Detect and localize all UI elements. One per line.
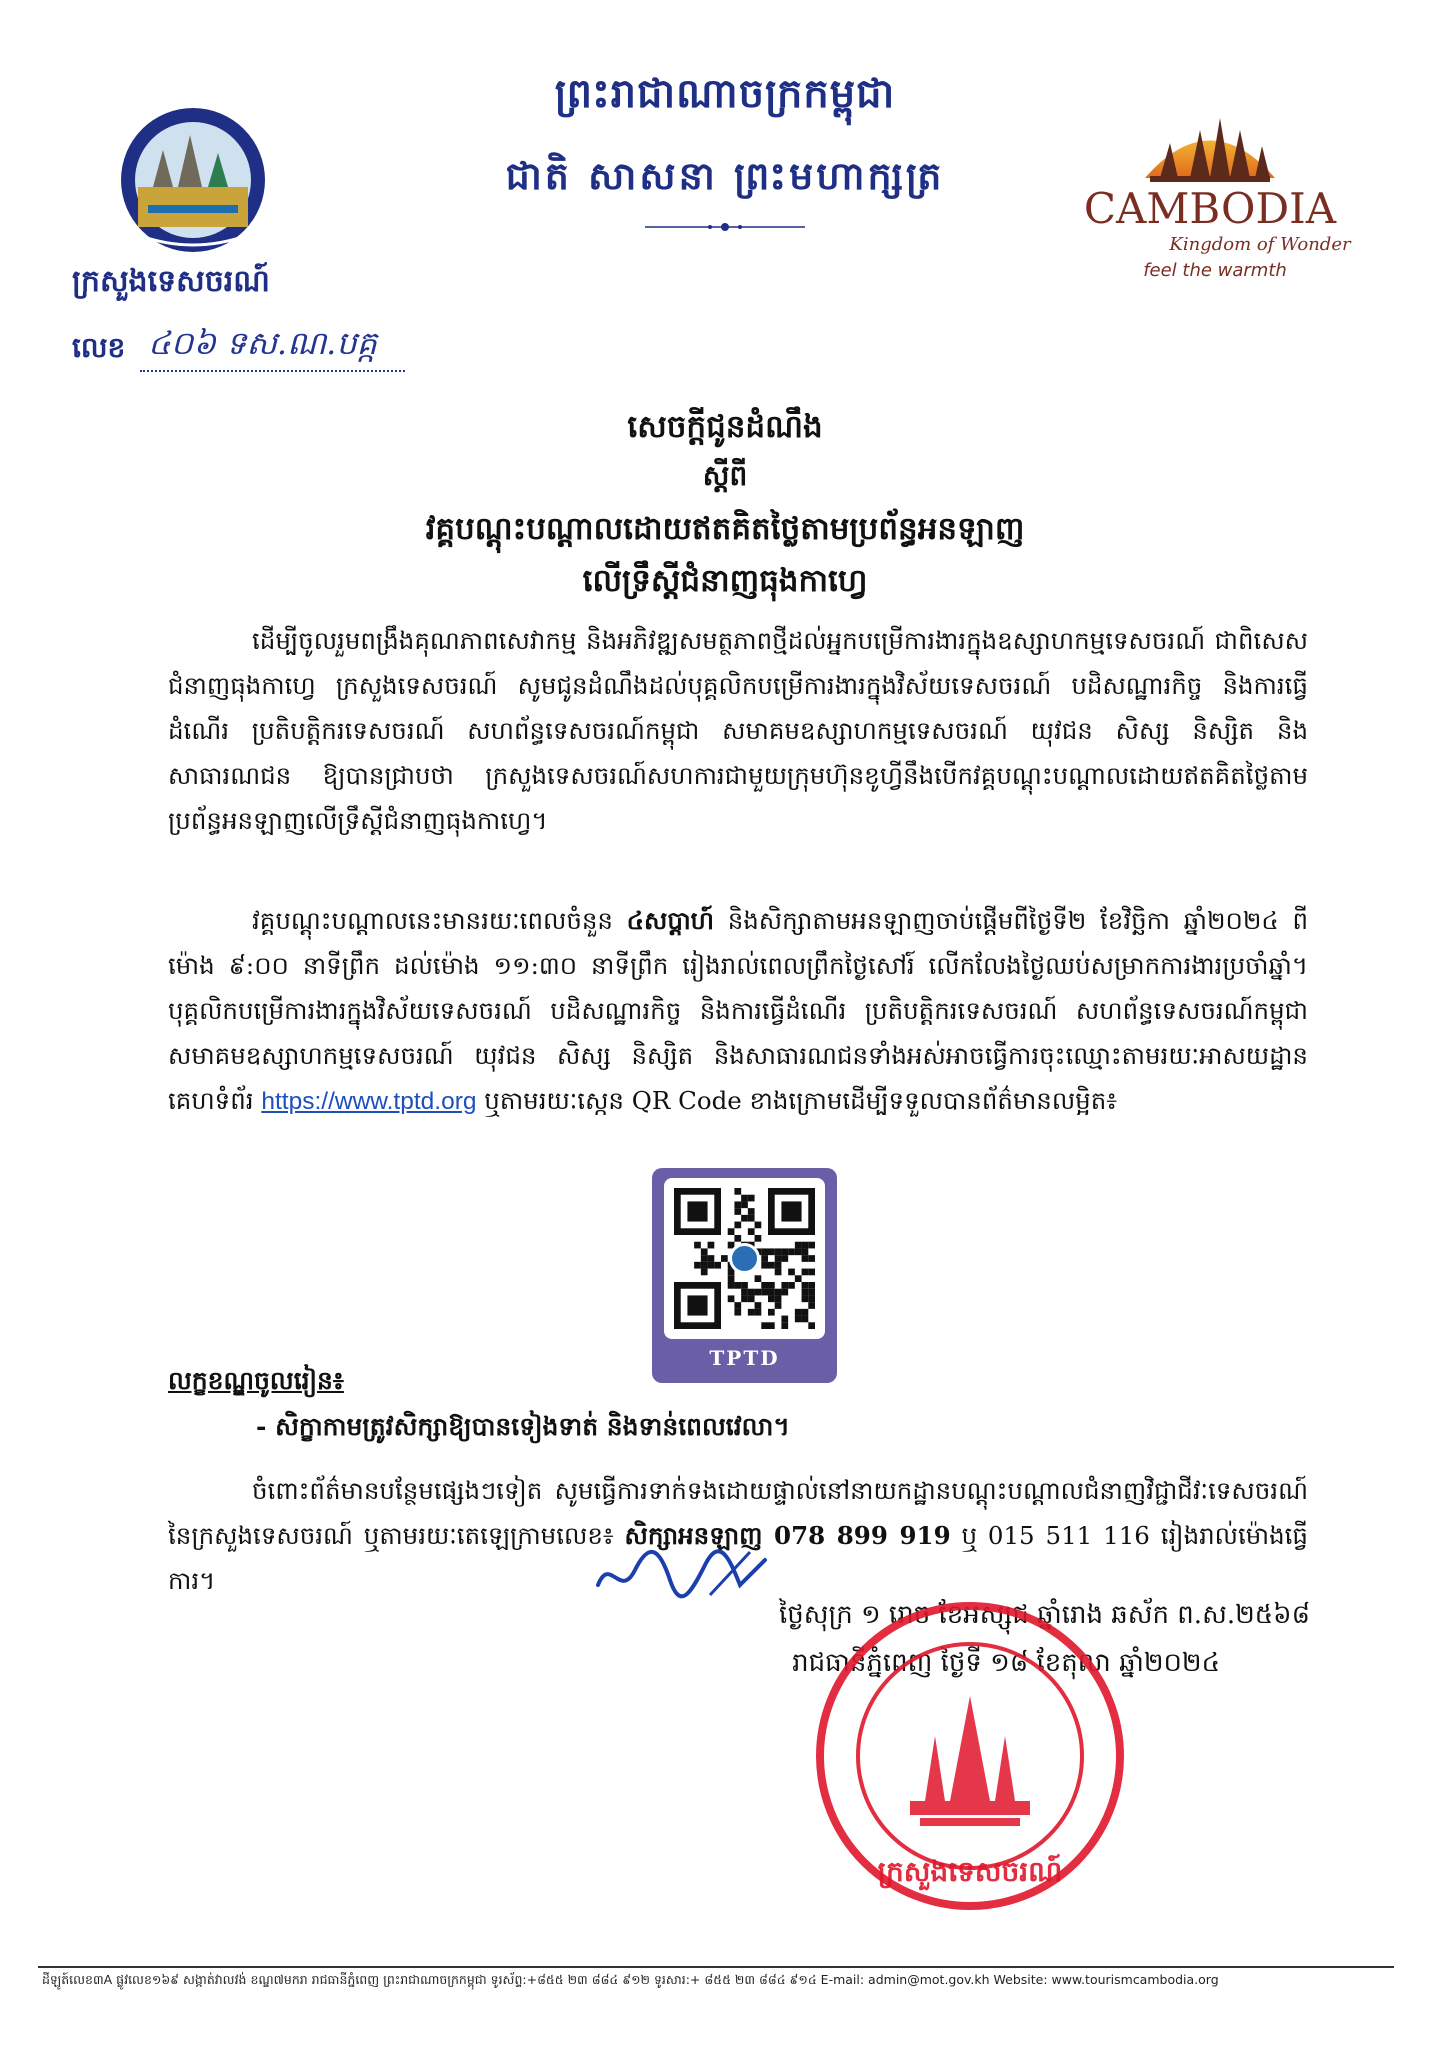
cambodia-brand-logo — [1050, 98, 1370, 288]
reference-dotted-line — [140, 370, 405, 372]
qr-code-label: TPTD — [709, 1346, 780, 1370]
notice-title-about: ស្តីពី — [702, 459, 748, 492]
lunar-date: ថ្ងៃសុក្រ ១ រោច ខែអស្សុជ ឆ្នាំរោង ឆស័ក ព.ស.២៥៦៨ — [778, 1600, 1310, 1630]
schedule-text-a: វគ្គបណ្តុះបណ្តាលនេះមានរយៈពេលចំនួន — [252, 906, 613, 935]
divider-ornament — [645, 220, 805, 234]
solar-date: រាជធានីភ្នំពេញ ថ្ងៃទី ១៨ ខែតុលា ឆ្នាំ២០២៤ — [792, 1648, 1220, 1678]
official-red-seal — [810, 1596, 1130, 1916]
paragraph-intro — [168, 618, 1308, 843]
notice-subject-line-1: វគ្គបណ្តុះបណ្តាលដោយឥតគិតថ្លៃតាមប្រព័ន្ធអនឡាញ — [425, 511, 1025, 547]
notice-title: សេចក្តីជូនដំណឹង — [627, 409, 823, 445]
brand-tagline: Kingdom of Wonder — [1169, 234, 1351, 255]
issuing-ministry-name: ក្រសួងទេសចរណ៍ — [72, 264, 270, 299]
reference-label: លេខ — [72, 331, 126, 364]
contact-telegram: សិក្សាអនឡាញ 078 899 919 — [624, 1521, 951, 1550]
brand-slogan: feel the warmth — [1143, 260, 1287, 281]
contact-text-a: ចំពោះព័ត៌មានបន្ថែមផ្សេងៗទៀត សូមធ្វើការទាក់ទងដោយផ្ទាល់នៅនាយកដ្ឋានបណ្តុះបណ្តាលជំនាញវិជ្ជាជីវៈទេសចរណ៍នៃក្រសួងទេសចរណ៍ ឬតាមរយៈតេឡេក្រាមលេខ៖ — [168, 1476, 1308, 1550]
footer-rule — [38, 1966, 1394, 1968]
national-motto: ជាតិ សាសនា ព្រះមហាក្សត្រ — [505, 153, 945, 198]
reference-number: ៤០៦ ទស.ណ.បគ្ក — [148, 324, 377, 362]
brand-name: CAMBODIA — [1083, 184, 1337, 233]
enrollment-condition-item: - សិក្ខាកាមត្រូវសិក្សាឱ្យបានទៀងទាត់ និងទាន់ពេលវេលា។ — [256, 1412, 790, 1441]
schedule-text-d: ឬតាមរយៈស្កេន QR Code ខាងក្រោមដើម្បីទទួលបានព័ត៌មានលម្អិត៖ — [484, 1086, 1118, 1115]
handwritten-signature — [590, 1540, 780, 1610]
paragraph-schedule — [168, 898, 1308, 1124]
registration-link[interactable]: https://www.tptd.org — [261, 1088, 477, 1115]
course-duration: ៤សប្តាហ៍ — [626, 906, 715, 935]
paragraph-intro-text: ដើម្បីចូលរួមពង្រឹងគុណភាពសេវាកម្ម និងអភិវឌ្ឍសមត្ថភាពថ្មីដល់អ្នកបម្រើការងារក្នុងឧស្សាហកម្មទេសចរណ៍ ជាពិសេសជំនាញធុងកាហ្វេ ក្រសួងទេសចរណ៍ សូមជូនដំណឹងដល់បុគ្គលិកបម្រើការងារក្នុងវិស័យទេសចរណ៍ បដិសណ្ឋារកិច្ច និងការធ្វើដំណើរ ប្រតិបត្តិករទេសចរណ៍ សហព័ន្ធទេសចរណ៍កម្ពុជា សមាគមឧស្សាហកម្មទេសចរណ៍ យុវជន សិស្ស និស្សិត និងសាធារណជន ឱ្យបានជ្រាបថា ក្រសួងទេសចរណ៍សហការជាមួយក្រុមហ៊ុនខូហ្វីនឹងបើកវគ្គបណ្តុះបណ្តាលដោយឥតគិតថ្លៃតាមប្រព័ន្ធអនឡាញលើទ្រឹស្តីជំនាញធុងកាហ្វេ។ — [168, 626, 1308, 835]
kingdom-heading: ព្រះរាជាណាចក្រកម្ពុជា — [554, 70, 896, 117]
notice-subject-line-2: លើទ្រឹស្តីជំនាញធុងកាហ្វេ — [582, 563, 868, 599]
footer-contact-info: ដីឡូត៍លេខ៣A ផ្លូវលេខ១៦៩ សង្កាត់វាលវង់ ខណ្ឌ៧មករា រាជធានីភ្នំពេញ ព្រះរាជាណាចក្រកម្ពុជា ទូរស័ព្ទ:+៨៥៥ ២៣ ៨៨៤ ៩១២ ទូរសារ:+ ៨៥៥ ២៣ ៨៨៤ ៩១៤ E-mail: admin@mot.gov.kh Website: www.tourismcambodia.org — [42, 1972, 1219, 1987]
qr-code-pattern — [664, 1178, 825, 1339]
enrollment-conditions-heading: លក្ខខណ្ឌចូលរៀន៖ — [168, 1366, 344, 1395]
ministry-of-tourism-logo — [118, 105, 268, 255]
contact-text-b: ឬ 015 511 116 រៀងរាល់ម៉ោងធ្វើការ។ — [168, 1521, 1308, 1595]
schedule-text-b: និងសិក្សាតាមអនឡាញចាប់ផ្តើមពីថ្ងៃទី២ ខែវិច្ឆិកា ឆ្នាំ២០២៤ ពីម៉ោង ៩:០០ នាទីព្រឹក ដល់ម៉ោង ១១:៣០ នាទីព្រឹក រៀងរាល់ពេលព្រឹកថ្ងៃសៅរ៍ លើកលែងថ្ងៃឈប់សម្រាកការងារប្រចាំឆ្នាំ។ — [168, 906, 1309, 980]
schedule-text-c: បុគ្គលិកបម្រើការងារក្នុងវិស័យទេសចរណ៍ បដិសណ្ឋារកិច្ច និងការធ្វើដំណើរ ប្រតិបត្តិករទេសចរណ៍ សហព័ន្ធទេសចរណ៍កម្ពុជា សមាគមឧស្សាហកម្មទេសចរណ៍ យុវជន សិស្ស និស្សិត និងសាធារណជនទាំងអស់អាចធ្វើការចុះឈ្មោះតាមរយៈអាសយដ្ឋានគេហទំព័រ — [168, 996, 1308, 1115]
qr-code[interactable] — [664, 1178, 825, 1339]
seal-text: ក្រសួងទេសចរណ៍ — [877, 1855, 1063, 1888]
